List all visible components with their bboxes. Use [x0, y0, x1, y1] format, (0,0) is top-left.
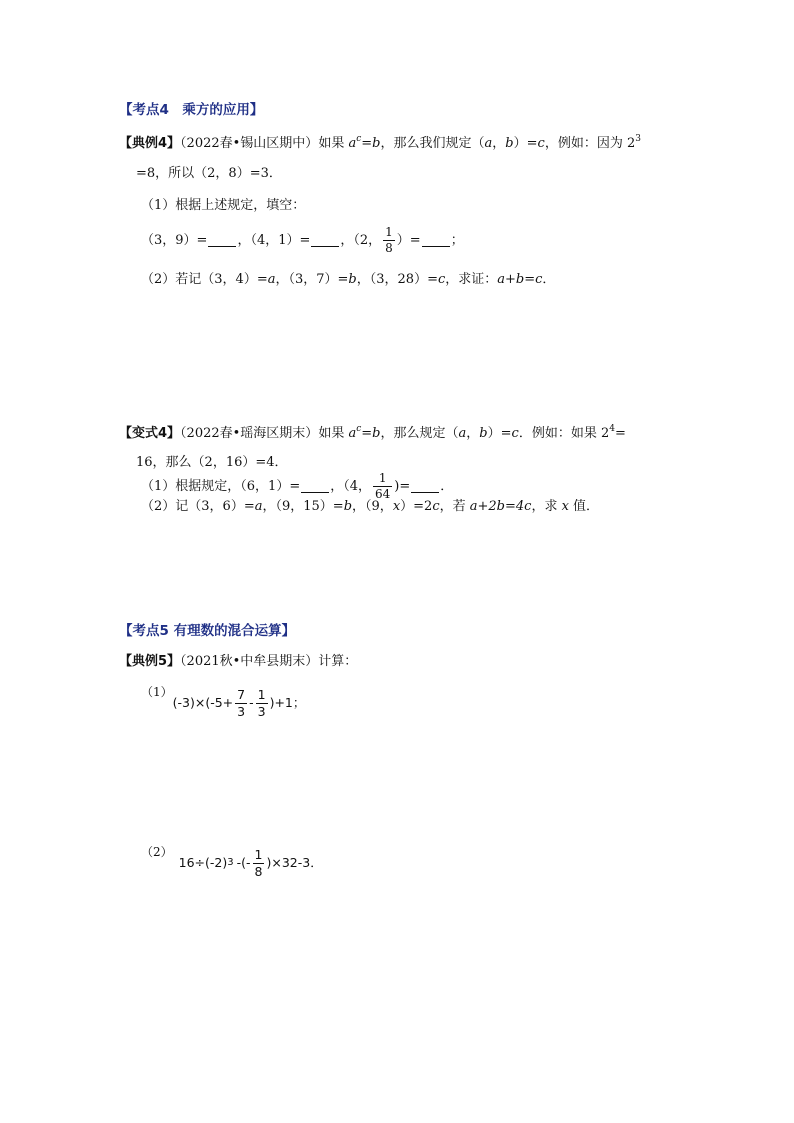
fraction-1-3: $\frac{1}{3}$ — [257, 687, 266, 719]
answer-blank — [311, 234, 339, 247]
variant-4-question-2: （2）记（3，6）=a，（9，15）=b，（9，x）=2c，若 a+2b=4c，求 x 值． — [141, 499, 600, 514]
example-5-label: 【典例5】 — [119, 654, 181, 669]
example-4-source: （2022春•锡山区期中） — [180, 136, 319, 151]
section-5-title: 【考点5 有理数的混合运算】 — [119, 623, 296, 639]
answer-blank — [301, 480, 329, 493]
example-4-line-1: 【典例4】（2022春•锡山区期中）如果 $a^c=b$，那么我们规定（a，b）=c，例如：因为 $2^3$ — [119, 134, 641, 151]
example-4-question-1: （1）根据上述规定，填空： — [141, 198, 306, 213]
fraction-1-8: $\frac{1}{8}$ — [385, 225, 393, 255]
example-5-source: （2021秋•中牟县期末）计算： — [180, 654, 358, 669]
variant-4-line-2: 16，那么（2，16）=4． — [136, 455, 288, 470]
answer-blank — [411, 480, 439, 493]
example-5-line-1 — [119, 655, 357, 668]
fraction-7-3: $\frac{7}{3}$ — [237, 687, 246, 719]
example-4-question-2: （2）若记（3，4）=a，（3，7）=b，（3，28）=c，求证：a+b=c． — [141, 272, 556, 287]
variant-4-line-1: 【变式4】（2022春•瑶海区期末）如果 $a^c=b$，那么规定（a，b）=c．例如：如果 $2^4=$ — [119, 424, 626, 441]
fraction-1-8: $\frac{1}{8}$ — [254, 847, 263, 879]
example-4-line-2: =8，所以（2，8）=3． — [136, 166, 282, 181]
example-4-fill-line: （3，9）= ，（4，1）= ，（2， $\frac{1}{8}$ ）= ； — [141, 225, 464, 255]
variant-4-question-1: （1）根据规定，（6，1）= ，（4， $\frac{1}{64}$ )= ． — [141, 470, 454, 501]
answer-blank — [422, 234, 450, 247]
example-4-label: 【典例4】 — [119, 136, 181, 151]
answer-blank — [208, 234, 236, 247]
example-5-part-1: （1） (-3)×(-5+ $\frac{7}{3}$ - $\frac{1}{3}$ )+1； — [141, 685, 306, 719]
fraction-1-64: $\frac{1}{64}$ — [375, 470, 391, 501]
example-5-part-2: （2） 16÷(-2) 3 -(- $\frac{1}{8}$ )×32-3． — [141, 845, 323, 879]
variant-4-label: 【变式4】 — [119, 426, 181, 441]
variant-4-source: （2022春•瑶海区期末） — [180, 426, 319, 441]
section-4-title: 【考点4 乘方的应用】 — [119, 102, 264, 118]
